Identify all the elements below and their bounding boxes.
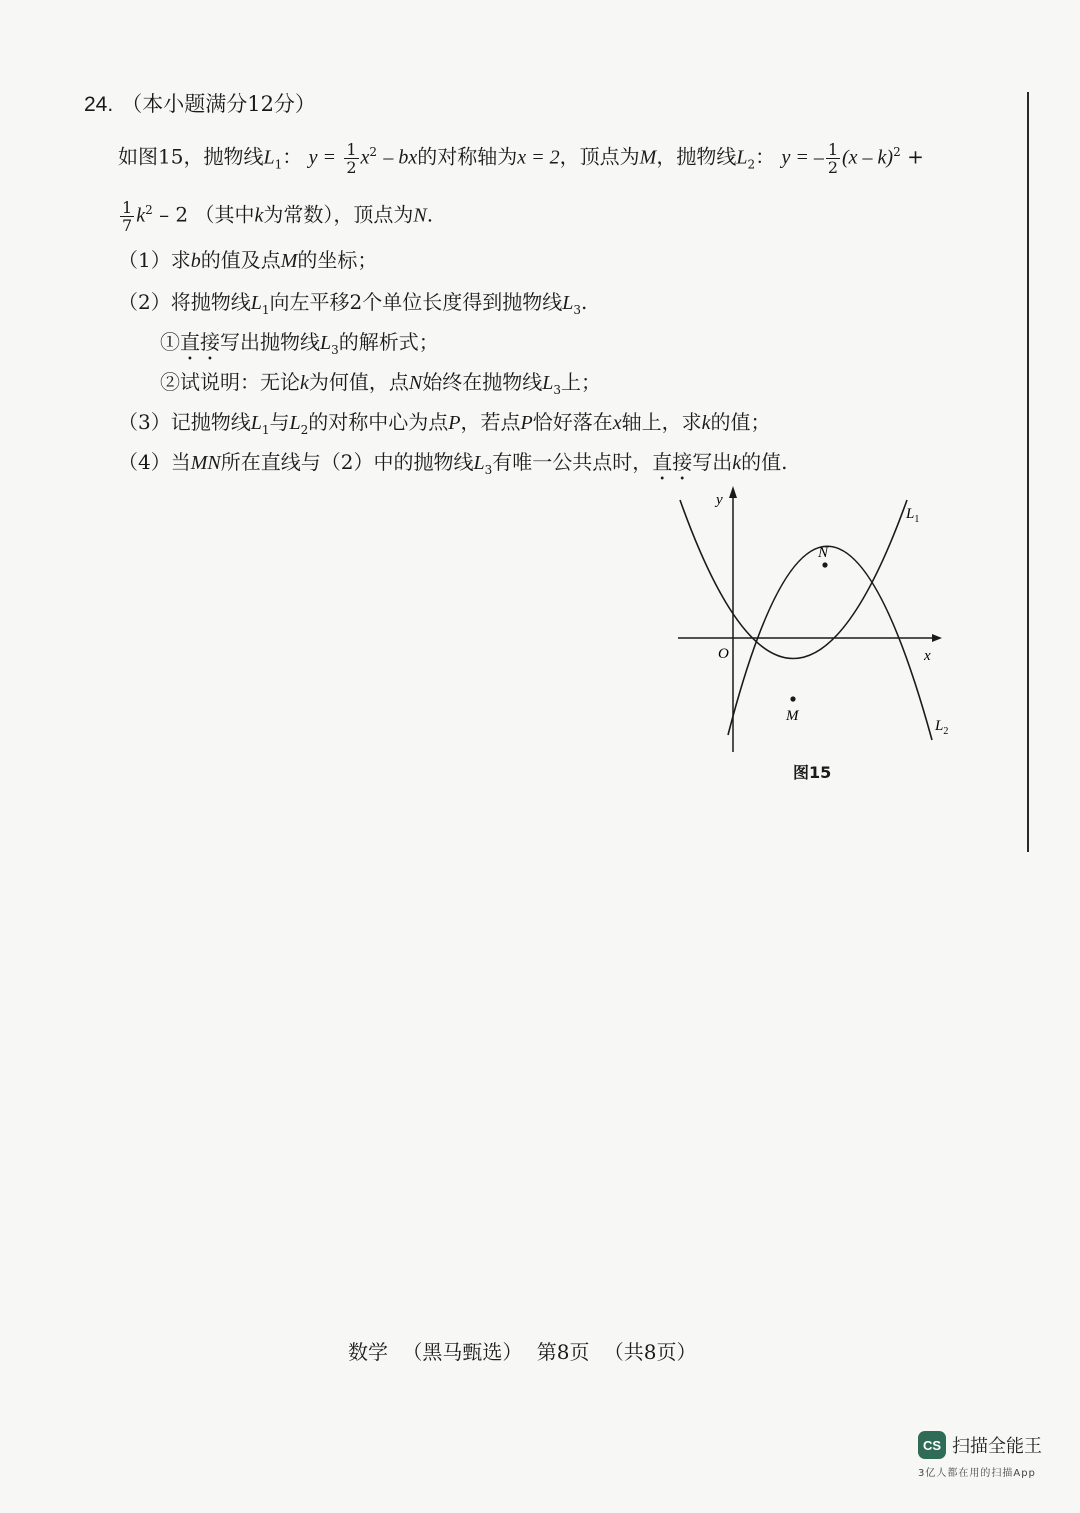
- score-note: （本小题满分12分）: [121, 92, 316, 116]
- question-2: （2）将抛物线$L_1$向左平移2个单位长度得到抛物线$L_3$.: [118, 290, 588, 317]
- page-border-rule: [1027, 92, 1029, 852]
- bx-term: – bx: [383, 146, 418, 169]
- problem-number: 24.: [84, 93, 114, 116]
- y-axis-label: y: [716, 492, 723, 508]
- parabola-L1: [680, 500, 907, 659]
- page-footer: 数学 （黑马甄选） 第8页 （共8页）: [348, 1340, 697, 1364]
- intro-text: 如图15，抛物线: [118, 144, 264, 169]
- question-2-part-2: ②试说明：无论k为何值，点N始终在抛物线$L_3$上；: [160, 370, 601, 397]
- figure-caption: 图15: [793, 763, 832, 782]
- fraction-half: $\frac{1}{2}$: [346, 139, 357, 177]
- intro-colon-2: ：: [755, 144, 776, 169]
- problem-title: [84, 90, 316, 119]
- vertex-M-point: [790, 696, 795, 701]
- minus-two: – 2: [159, 202, 189, 227]
- paren-expression: (x – k): [842, 146, 894, 169]
- problem-intro-line-1: [118, 138, 924, 179]
- y-axis-arrow-icon: [729, 486, 737, 498]
- x-term: x: [360, 146, 370, 169]
- origin-label: O: [718, 646, 729, 662]
- L2-subscript: 2: [747, 157, 756, 172]
- question-1: （1）求b的值及点M的坐标；: [118, 248, 378, 272]
- intro-text-4: ，抛物线: [656, 144, 737, 169]
- intro-text-5: （其中: [194, 202, 255, 227]
- square-exponent-2: 2: [893, 145, 901, 159]
- fraction-half-2: $\frac{1}{2}$: [827, 139, 839, 177]
- problem-intro-line-2: [118, 196, 433, 234]
- question-4: （4）当MN所在直线与（2）中的抛物线$L_3$有唯一公共点时，直接写出k的值.: [118, 450, 788, 477]
- square-exponent: 2: [369, 145, 378, 159]
- parabola-figure: [670, 480, 960, 755]
- intro-text-2: 的对称轴为: [417, 144, 518, 169]
- question-3: （3）记抛物线$L_1$与$L_2$的对称中心为点P，若点P恰好落在x轴上，求k的值；: [118, 410, 771, 437]
- watermark-slogan: 3亿人都在用的扫描App: [918, 1468, 1036, 1479]
- fraction-line2: $\frac{1}{7}$: [122, 197, 133, 235]
- camscanner-logo-icon: CS: [918, 1431, 946, 1459]
- emphasis-direct-2: 直接: [652, 450, 693, 474]
- M-label: M: [786, 708, 799, 724]
- axis-equation: x = 2: [517, 146, 560, 169]
- L2-curve-label: $L_2$: [935, 718, 949, 737]
- point-M: M: [639, 146, 657, 169]
- L1-subscript: 1: [274, 157, 283, 172]
- square-exponent-3: 2: [145, 203, 153, 217]
- intro-colon: ：: [282, 144, 303, 169]
- L2-symbol: L: [736, 146, 748, 169]
- intro-text-3: ，顶点为: [559, 144, 640, 169]
- L1-symbol: L: [263, 146, 275, 169]
- emphasis-direct: 直接: [180, 330, 220, 354]
- L1-curve-label: $L_1$: [906, 506, 920, 525]
- x-axis-label: x: [924, 648, 931, 664]
- x-axis-arrow-icon: [932, 634, 942, 642]
- L1-y-eq: y =: [308, 146, 336, 169]
- point-N: N: [413, 204, 427, 227]
- watermark-app-name: 扫描全能王: [952, 1436, 1042, 1457]
- intro-period: .: [426, 202, 434, 227]
- k-symbol: k: [254, 204, 264, 227]
- vertex-N-point: [822, 562, 827, 567]
- k-term: k: [136, 204, 146, 227]
- question-2-part-1: ①直接写出抛物线$L_3$的解析式；: [160, 330, 439, 357]
- intro-text-6: 为常数），顶点为: [263, 202, 414, 227]
- scanner-watermark: [918, 1431, 1042, 1459]
- plus-sign: +: [907, 144, 924, 169]
- N-label: N: [818, 545, 829, 561]
- L2-y-eq: y = –: [781, 146, 824, 169]
